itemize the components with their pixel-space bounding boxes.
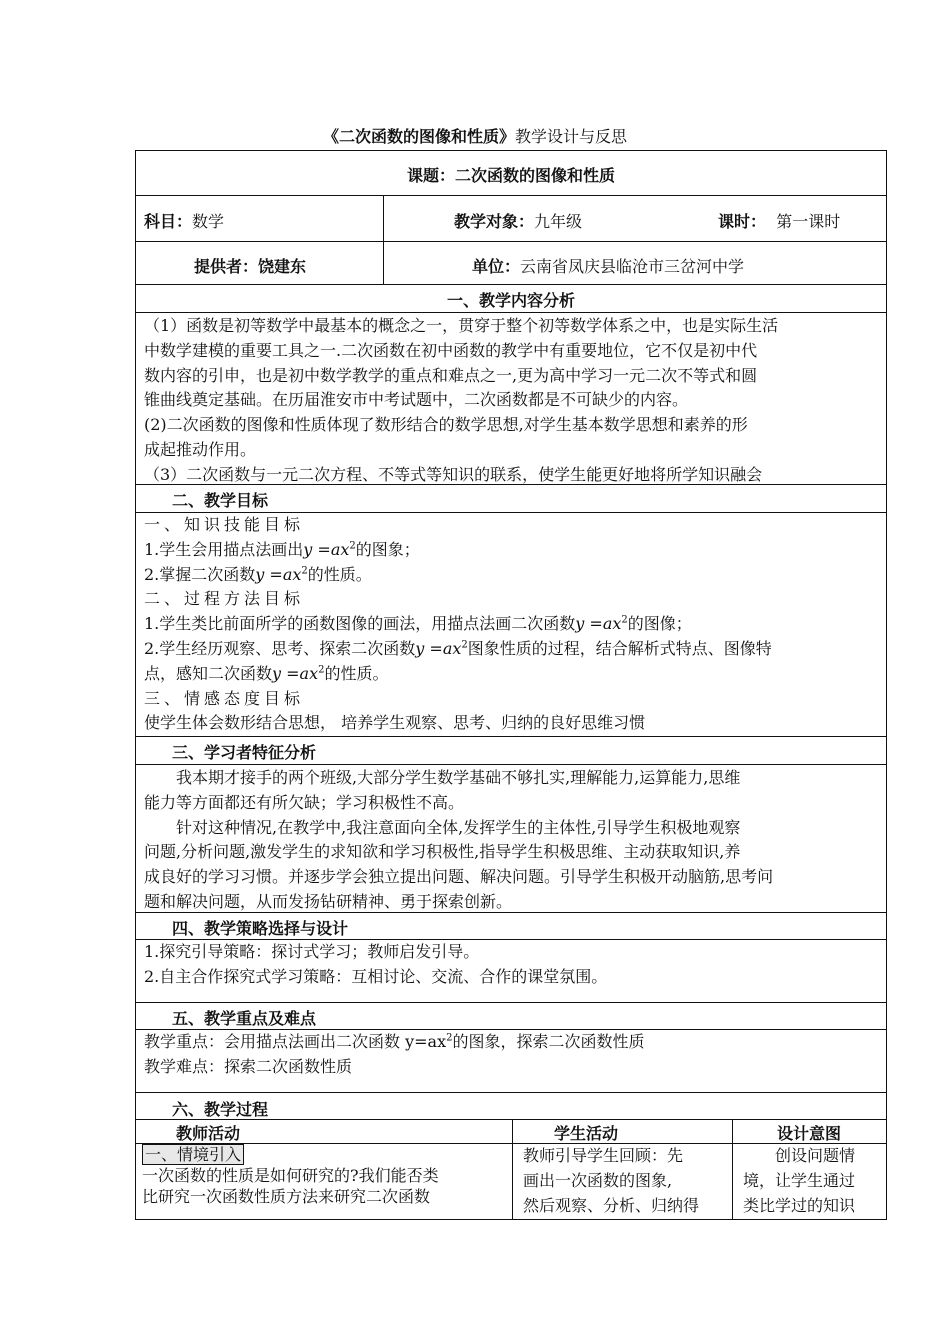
goal-title: 二、过程方法目标	[144, 589, 305, 609]
learner-analysis-section	[135, 736, 887, 913]
paragraph-line: 能力等方面都还有所欠缺；学习积极性不高。	[144, 792, 465, 812]
intent-line: 境，让学生通过	[743, 1170, 856, 1190]
goal-item: 2.学生经历观察、思考、探索二次函数$y =ax^2$图象性质的过程，结合解析式特点、图像特	[144, 638, 772, 658]
key-point: 教学重点：会用描点法画出二次函数 $y=ax^2$的图象，探索二次函数性质	[144, 1032, 645, 1051]
student-line: 画出一次函数的图象,	[523, 1170, 673, 1190]
col-student-header: 学生活动	[554, 1124, 619, 1143]
goal-title: 一、知识技能目标	[144, 515, 305, 534]
paragraph-line: 成良好的学习习惯。并逐步学会独立提出问题、解决问题。引导学生积极开动脑筋,思考问	[144, 867, 774, 887]
section-heading: 六、教学过程	[172, 1100, 269, 1119]
teaching-process-section	[135, 1092, 887, 1220]
goal-title: 三、情感态度目标	[144, 688, 305, 708]
teacher-line: 一次函数的性质是如何研究的?我们能否类	[142, 1166, 439, 1185]
col-intent-header: 设计意图	[777, 1124, 842, 1143]
goal-item: 1.学生会用描点法画出$y =ax^2$的图象；	[144, 539, 420, 559]
section-heading: 五、教学重点及难点	[172, 1009, 317, 1028]
title-main: 《二次函数的图像和性质》	[322, 127, 515, 146]
paragraph-line: 题和解决问题，从而发扬钻研精神、勇于探索创新。	[144, 891, 513, 911]
col-teacher-header: 教师活动	[176, 1124, 241, 1143]
intent-line: 创设问题情	[775, 1146, 856, 1165]
section-heading: 二、教学目标	[172, 491, 269, 510]
paragraph-line: (2)二次函数的图像和性质体现了数形结合的数学思想,对学生基本数学思想和素养的形	[144, 415, 748, 435]
paragraph-line: 问题,分析问题,激发学生的求知欲和学习积极性,指导学生积极思维、主动获取知识,养	[144, 842, 741, 862]
section-heading: 一、教学内容分析	[446, 291, 575, 310]
topic-row: 课题：二次函数的图像和性质	[406, 166, 615, 185]
paragraph-line: （3）二次函数与一元二次方程、不等式等知识的联系，使学生能更好地将所学知识融会	[144, 464, 763, 484]
intent-line: 类比学过的知识	[743, 1195, 856, 1215]
paragraph-line: 我本期才接手的两个班级,大部分学生数学基础不够扎实,理解能力,运算能力,思维	[176, 768, 741, 787]
student-line: 然后观察、分析、归纳得	[523, 1195, 700, 1215]
paragraph-line: （1）函数是初等数学中最基本的概念之一，贯穿于整个初等数学体系之中，也是实际生活	[144, 316, 779, 335]
document-title	[0, 126, 950, 148]
paragraph-line: 成起推动作用。	[144, 439, 257, 459]
subject-cell: 科目：数学	[144, 212, 225, 231]
audience-cell: 教学对象：九年级	[454, 212, 583, 231]
paragraph-line: 数内容的引申，也是初中数学教学的重点和难点之一,更为高中学习一元二次不等式和圆	[144, 365, 758, 385]
strategy-item: 1.探究引导策略：探讨式学习；教师启发引导。	[144, 942, 480, 961]
paragraph-line: 锥曲线奠定基础。在历届淮安市中考试题中，二次函数都是不可缺少的内容。	[144, 390, 689, 410]
content-analysis-section	[135, 284, 887, 485]
teacher-line: 比研究一次函数性质方法来研究二次函数	[142, 1187, 431, 1206]
header-table	[135, 150, 887, 285]
goal-item: 2.掌握二次函数$y =ax^2$的性质。	[144, 564, 372, 584]
period-cell: 课时： 第一课时	[718, 212, 841, 231]
provider-cell: 提供者：饶建东	[194, 257, 307, 276]
difficulty: 教学难点：探索二次函数性质	[144, 1056, 353, 1076]
goal-item: 使学生体会数形结合思想， 培养学生观察、思考、归纳的良好思维习惯	[144, 713, 646, 733]
goal-item: 1.学生类比前面所学的函数图像的画法，用描点法画二次函数$y =ax^2$的图像；	[144, 614, 692, 634]
strategy-section	[135, 912, 887, 1003]
paragraph-line: 针对这种情况,在教学中,我注意面向全体,发挥学生的主体性,引导学生积极地观察	[176, 817, 741, 837]
teacher-tag-line	[136, 1144, 512, 1165]
key-points-section	[135, 1002, 887, 1093]
section-heading: 四、教学策略选择与设计	[172, 919, 349, 938]
teaching-goals-section	[135, 484, 887, 737]
intro-tag: 一、情境引入	[142, 1144, 244, 1165]
title-suffix: 教学设计与反思	[515, 127, 628, 146]
goal-item: 点，感知二次函数$y =ax^2$的性质。	[144, 663, 389, 683]
section-heading: 三、学习者特征分析	[172, 743, 317, 762]
unit-cell: 单位：云南省凤庆县临沧市三岔河中学	[472, 257, 745, 276]
paragraph-line: 中数学建模的重要工具之一.二次函数在初中函数的教学中有重要地位，它不仅是初中代	[144, 340, 758, 360]
student-line: 教师引导学生回顾：先	[523, 1146, 684, 1165]
strategy-item: 2.自主合作探究式学习策略：互相讨论、交流、合作的课堂氛围。	[144, 966, 608, 986]
